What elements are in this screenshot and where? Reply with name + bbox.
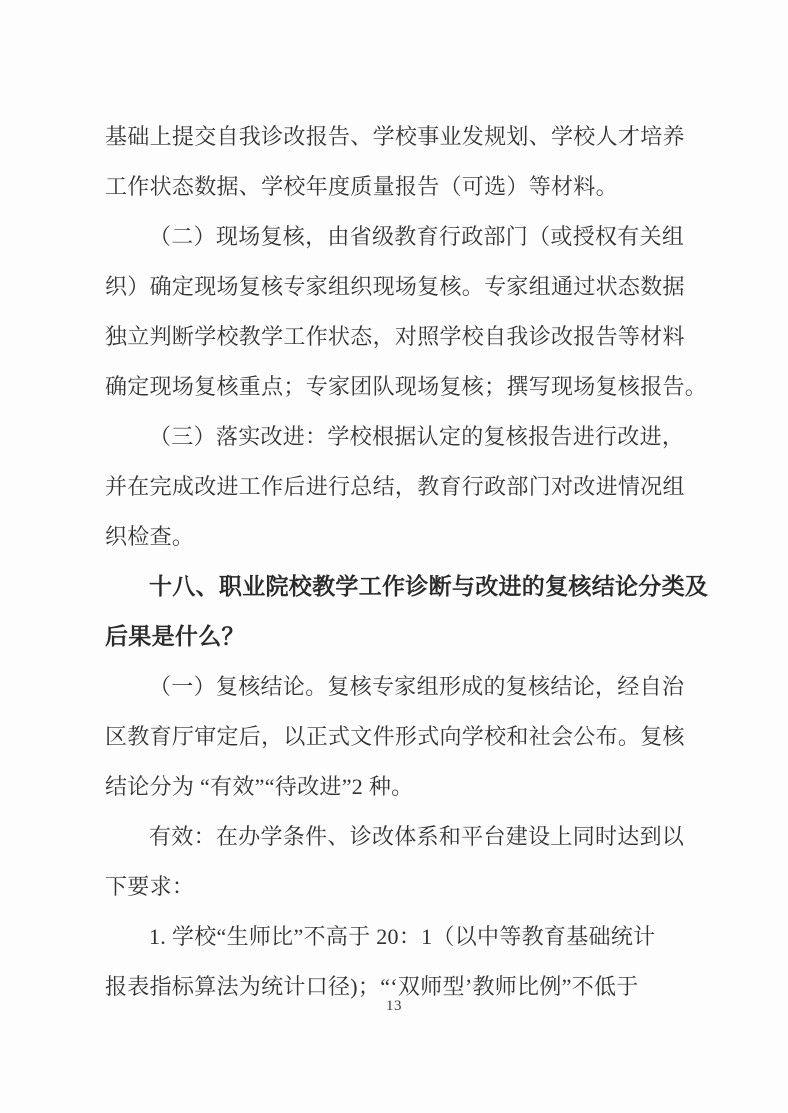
text-line: 结论分为 “有效”“待改进”2 种。 (105, 774, 414, 799)
page-number: 13 (386, 998, 402, 1014)
text-line: 独立判断学校教学工作状态，对照学校自我诊改报告等材料 (105, 324, 685, 349)
heading-line: 十八、职业院校教学工作诊断与改进的复核结论分类及 (149, 574, 709, 599)
document-text (105, 112, 709, 1012)
text-line: （一）复核结论。复核专家组形成的复核结论，经自治 (149, 674, 685, 699)
text-line: 并在完成改进工作后进行总结，教育行政部门对改进情况组 (105, 474, 685, 499)
text-line: 1. 学校“生师比”不高于 20：1（以中等教育基础统计 (149, 924, 656, 949)
text-line: 织检查。 (105, 524, 195, 549)
text-line: 工作状态数据、学校年度质量报告（可选）等材料。 (105, 174, 618, 199)
text-line: 基础上提交自我诊改报告、学校事业发规划、学校人才培养 (105, 124, 685, 149)
text-line: 有效：在办学条件、诊改体系和平台建设上同时达到以 (149, 824, 685, 849)
text-line: 区教育厅审定后，以正式文件形式向学校和社会公布。复核 (105, 724, 685, 749)
text-line: 报表指标算法为统计口径)；“‘双师型’教师比例”不低于 (105, 974, 639, 999)
text-line: 织）确定现场复核专家组织现场复核。专家组通过状态数据 (105, 274, 685, 299)
text-line: （二）现场复核，由省级教育行政部门（或授权有关组 (149, 224, 685, 249)
text-line: 下要求： (105, 874, 195, 899)
heading-line: 后果是什么？ (105, 624, 245, 649)
text-line: 确定现场复核重点；专家团队现场复核；撰写现场复核报告。 (105, 374, 708, 399)
text-line: （三）落实改进：学校根据认定的复核报告进行改进， (149, 424, 685, 449)
